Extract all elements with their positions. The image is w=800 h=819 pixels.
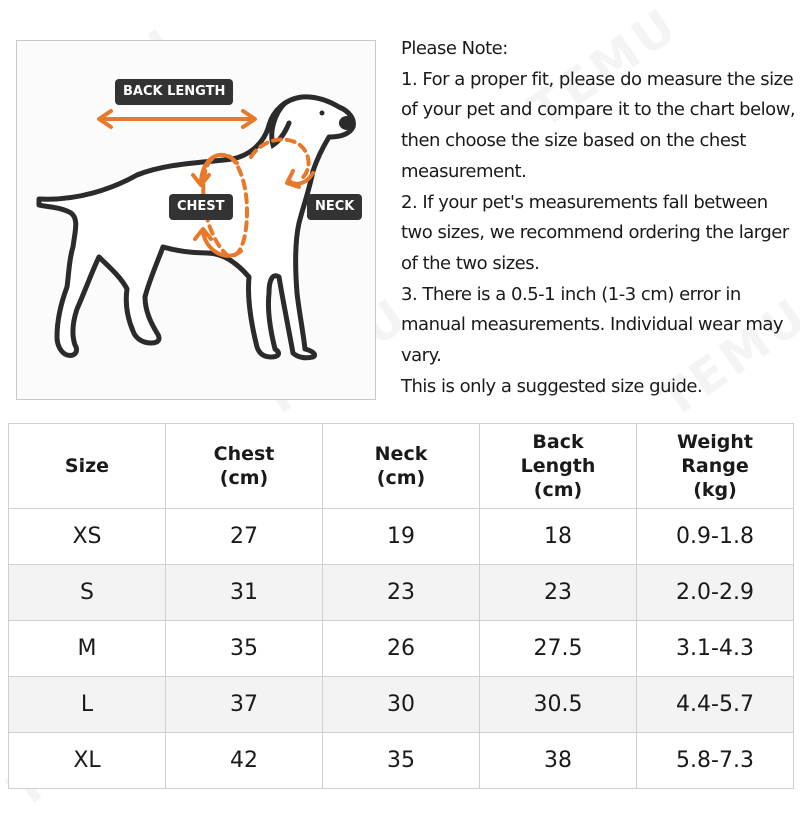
cell-neck: 30: [323, 677, 480, 733]
cell-back-length: 38: [480, 733, 637, 789]
cell-chest: 27: [166, 509, 323, 565]
table-row: [9, 621, 794, 677]
cell-back-length: 30.5: [480, 677, 637, 733]
cell-size: S: [9, 565, 166, 621]
cell-neck: 19: [323, 509, 480, 565]
cell-size: XL: [9, 733, 166, 789]
header-weight-range: Weight Range (kg): [637, 424, 794, 509]
chest-label: CHEST: [169, 194, 233, 220]
cell-neck: 26: [323, 621, 480, 677]
table-row: [9, 509, 794, 565]
notes-heading: Please Note:: [401, 38, 508, 59]
cell-back-length: 27.5: [480, 621, 637, 677]
cell-weight-range: 5.8-7.3: [637, 733, 794, 789]
cell-size: M: [9, 621, 166, 677]
header-neck: Neck (cm): [323, 424, 480, 509]
cell-weight-range: 4.4-5.7: [637, 677, 794, 733]
cell-chest: 42: [166, 733, 323, 789]
cell-chest: 37: [166, 677, 323, 733]
note-item-1: 1. For a proper fit, please do measure the size of your pet and compare it to the chart below, then choose the size based on the chest measurement.: [401, 68, 796, 182]
cell-size: L: [9, 677, 166, 733]
cell-weight-range: 2.0-2.9: [637, 565, 794, 621]
cell-back-length: 23: [480, 565, 637, 621]
back-length-label: BACK LENGTH: [115, 79, 233, 105]
cell-weight-range: 3.1-4.3: [637, 621, 794, 677]
cell-neck: 23: [323, 565, 480, 621]
header-chest: Chest (cm): [166, 424, 323, 509]
neck-label: NECK: [307, 194, 362, 220]
cell-size: XS: [9, 509, 166, 565]
table-row: [9, 677, 794, 733]
measurement-diagram: [16, 40, 376, 400]
notes-footer: This is only a suggested size guide.: [401, 375, 703, 397]
cell-back-length: 18: [480, 509, 637, 565]
table-row: [9, 733, 794, 789]
cell-neck: 35: [323, 733, 480, 789]
header-size: Size: [9, 424, 166, 509]
size-chart-table: [8, 423, 794, 789]
table-row: [9, 565, 794, 621]
note-item-3: 3. There is a 0.5-1 inch (1-3 cm) error in manual measurements. Individual wear may vary.: [401, 283, 784, 367]
note-item-2: 2. If your pet's measurements fall between two sizes, we recommend ordering the larger of the two sizes.: [401, 191, 789, 274]
header-back-length: Back Length (cm): [480, 424, 637, 509]
cell-chest: 35: [166, 621, 323, 677]
cell-weight-range: 0.9-1.8: [637, 509, 794, 565]
cell-chest: 31: [166, 565, 323, 621]
size-notes: [401, 34, 797, 402]
table-header-row: [9, 424, 794, 509]
